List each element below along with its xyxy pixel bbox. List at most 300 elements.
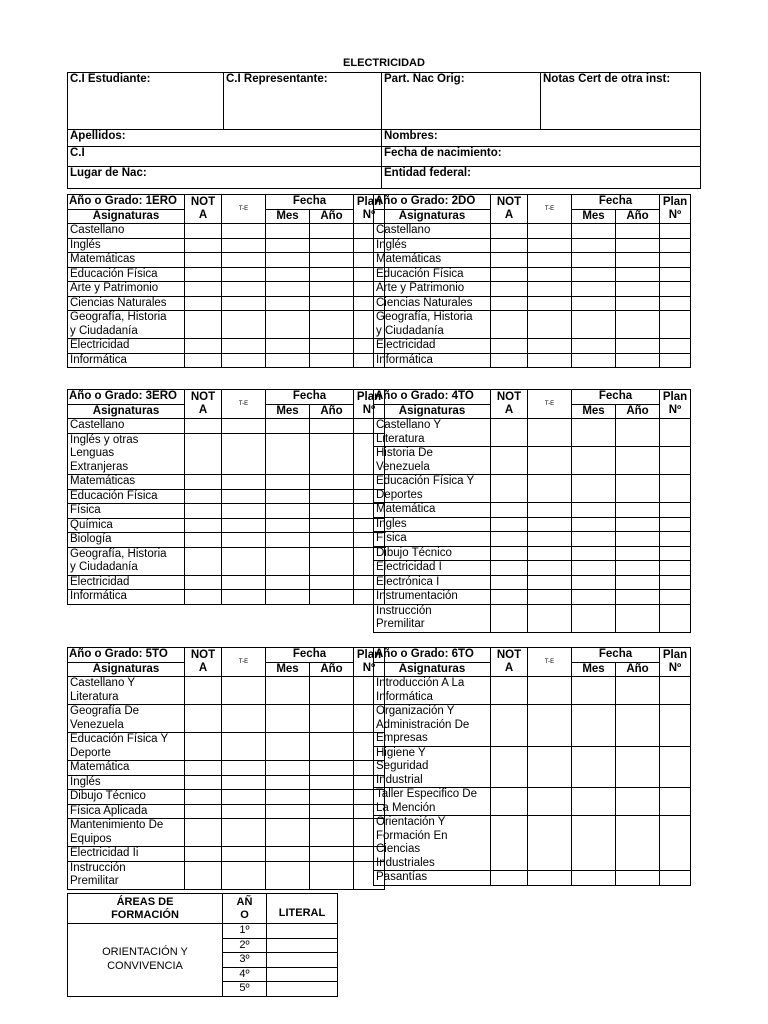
mes-input[interactable]	[572, 253, 615, 264]
ano-cell[interactable]	[616, 788, 660, 816]
te-input[interactable]	[222, 268, 265, 279]
ano-input[interactable]	[616, 518, 659, 529]
ano-input[interactable]	[616, 705, 659, 716]
mes-cell[interactable]	[572, 296, 616, 311]
nota-cell[interactable]	[491, 517, 528, 532]
plan-cell[interactable]	[660, 296, 691, 311]
ano-input[interactable]	[310, 576, 353, 587]
nota-cell[interactable]	[491, 503, 528, 518]
ano-input[interactable]	[616, 224, 659, 235]
mes-input[interactable]	[266, 548, 309, 559]
nota-cell[interactable]	[491, 788, 528, 816]
mes-cell[interactable]	[572, 267, 616, 282]
nota-input[interactable]	[185, 677, 221, 688]
ano-cell[interactable]	[310, 733, 354, 761]
ano-cell[interactable]	[310, 353, 354, 368]
te-input[interactable]	[222, 253, 265, 264]
plan-input[interactable]	[660, 677, 690, 688]
nota-input[interactable]	[491, 518, 527, 529]
literal-cell-1[interactable]	[267, 924, 338, 939]
ano-cell[interactable]	[616, 575, 660, 590]
ano-input[interactable]	[616, 447, 659, 458]
mes-input[interactable]	[572, 532, 615, 543]
ano-input[interactable]	[616, 419, 659, 430]
plan-input[interactable]	[660, 532, 690, 543]
nota-cell[interactable]	[185, 677, 222, 705]
mes-cell[interactable]	[572, 503, 616, 518]
ano-input[interactable]	[310, 475, 353, 486]
nota-cell[interactable]	[491, 296, 528, 311]
te-input[interactable]	[222, 419, 265, 430]
mes-input[interactable]	[572, 268, 615, 279]
nota-input[interactable]	[491, 576, 527, 587]
ano-input[interactable]	[616, 561, 659, 572]
ano-input[interactable]	[310, 239, 353, 250]
mes-cell[interactable]	[572, 475, 616, 503]
te-input[interactable]	[222, 761, 265, 772]
nota-cell[interactable]	[491, 871, 528, 886]
te-cell[interactable]	[222, 433, 266, 475]
mes-cell[interactable]	[572, 253, 616, 268]
nota-cell[interactable]	[185, 504, 222, 519]
plan-input[interactable]	[660, 590, 690, 601]
plan-cell[interactable]	[660, 517, 691, 532]
literal-input-2[interactable]	[267, 940, 337, 951]
ano-cell[interactable]	[310, 224, 354, 239]
te-cell[interactable]	[222, 267, 266, 282]
ano-cell[interactable]	[310, 590, 354, 605]
te-cell[interactable]	[222, 861, 266, 889]
te-input[interactable]	[222, 490, 265, 501]
te-cell[interactable]	[222, 238, 266, 253]
nota-cell[interactable]	[185, 489, 222, 504]
mes-input[interactable]	[266, 268, 309, 279]
te-cell[interactable]	[528, 282, 572, 297]
ano-input[interactable]	[310, 862, 353, 873]
te-input[interactable]	[528, 518, 571, 529]
te-cell[interactable]	[528, 238, 572, 253]
mes-input[interactable]	[572, 705, 615, 716]
ano-input[interactable]	[310, 819, 353, 830]
te-input[interactable]	[528, 788, 571, 799]
ano-cell[interactable]	[310, 311, 354, 339]
mes-input[interactable]	[266, 297, 309, 308]
mes-input[interactable]	[572, 282, 615, 293]
nota-cell[interactable]	[185, 547, 222, 575]
entidad-federal-field[interactable]: Entidad federal:	[382, 167, 701, 189]
te-cell[interactable]	[222, 847, 266, 862]
ano-cell[interactable]	[310, 547, 354, 575]
ano-input[interactable]	[616, 253, 659, 264]
ano-input[interactable]	[310, 354, 353, 365]
te-input[interactable]	[528, 705, 571, 716]
plan-cell[interactable]	[660, 475, 691, 503]
ano-input[interactable]	[310, 297, 353, 308]
nota-input[interactable]	[491, 419, 527, 430]
nota-cell[interactable]	[185, 790, 222, 805]
te-cell[interactable]	[528, 253, 572, 268]
mes-input[interactable]	[266, 805, 309, 816]
plan-input[interactable]	[660, 816, 690, 827]
mes-input[interactable]	[572, 297, 615, 308]
nota-input[interactable]	[185, 548, 221, 559]
te-cell[interactable]	[528, 705, 572, 747]
ano-cell[interactable]	[310, 475, 354, 490]
literal-cell-5[interactable]	[267, 982, 338, 997]
te-cell[interactable]	[222, 504, 266, 519]
nota-input[interactable]	[491, 224, 527, 235]
literal-cell-2[interactable]	[267, 938, 338, 953]
nota-input[interactable]	[185, 862, 221, 873]
plan-input[interactable]	[660, 788, 690, 799]
mes-input[interactable]	[266, 339, 309, 350]
nota-input[interactable]	[185, 490, 221, 501]
nombres-field[interactable]: Nombres:	[382, 130, 701, 147]
nota-cell[interactable]	[491, 546, 528, 561]
plan-input[interactable]	[660, 605, 690, 616]
ano-cell[interactable]	[310, 761, 354, 776]
mes-input[interactable]	[266, 576, 309, 587]
plan-input[interactable]	[660, 282, 690, 293]
te-input[interactable]	[222, 311, 265, 322]
mes-input[interactable]	[266, 819, 309, 830]
nota-cell[interactable]	[491, 816, 528, 871]
plan-cell[interactable]	[660, 503, 691, 518]
mes-cell[interactable]	[572, 705, 616, 747]
mes-input[interactable]	[266, 847, 309, 858]
mes-input[interactable]	[572, 576, 615, 587]
nota-cell[interactable]	[185, 253, 222, 268]
ano-input[interactable]	[310, 533, 353, 544]
ano-cell[interactable]	[616, 311, 660, 339]
ano-input[interactable]	[616, 871, 659, 882]
plan-input[interactable]	[660, 339, 690, 350]
nota-input[interactable]	[185, 239, 221, 250]
nota-cell[interactable]	[491, 575, 528, 590]
literal-cell-3[interactable]	[267, 953, 338, 968]
mes-cell[interactable]	[572, 517, 616, 532]
mes-cell[interactable]	[572, 224, 616, 239]
nota-input[interactable]	[185, 847, 221, 858]
ano-input[interactable]	[310, 311, 353, 322]
te-cell[interactable]	[528, 575, 572, 590]
mes-input[interactable]	[572, 419, 615, 430]
nota-input[interactable]	[491, 239, 527, 250]
nota-cell[interactable]	[491, 267, 528, 282]
plan-cell[interactable]	[660, 253, 691, 268]
te-cell[interactable]	[528, 339, 572, 354]
literal-input-5[interactable]	[267, 983, 337, 994]
mes-input[interactable]	[572, 475, 615, 486]
mes-cell[interactable]	[266, 475, 310, 490]
te-cell[interactable]	[222, 533, 266, 548]
mes-input[interactable]	[266, 490, 309, 501]
nota-cell[interactable]	[491, 705, 528, 747]
ano-cell[interactable]	[310, 433, 354, 475]
mes-cell[interactable]	[572, 604, 616, 632]
mes-input[interactable]	[572, 354, 615, 365]
nota-input[interactable]	[491, 747, 527, 758]
te-input[interactable]	[528, 339, 571, 350]
nota-cell[interactable]	[491, 746, 528, 788]
mes-cell[interactable]	[266, 282, 310, 297]
te-cell[interactable]	[528, 604, 572, 632]
mes-cell[interactable]	[266, 575, 310, 590]
nota-cell[interactable]	[185, 518, 222, 533]
mes-cell[interactable]	[266, 761, 310, 776]
ano-input[interactable]	[616, 788, 659, 799]
ano-cell[interactable]	[310, 677, 354, 705]
plan-cell[interactable]	[660, 282, 691, 297]
nota-cell[interactable]	[185, 761, 222, 776]
mes-cell[interactable]	[266, 518, 310, 533]
nota-input[interactable]	[185, 533, 221, 544]
plan-cell[interactable]	[660, 238, 691, 253]
nota-cell[interactable]	[185, 733, 222, 761]
nota-input[interactable]	[185, 224, 221, 235]
mes-input[interactable]	[266, 475, 309, 486]
ano-cell[interactable]	[310, 861, 354, 889]
ano-input[interactable]	[310, 761, 353, 772]
te-input[interactable]	[528, 253, 571, 264]
ano-input[interactable]	[616, 339, 659, 350]
ano-input[interactable]	[310, 224, 353, 235]
mes-input[interactable]	[266, 519, 309, 530]
te-cell[interactable]	[528, 816, 572, 871]
nota-cell[interactable]	[491, 604, 528, 632]
ano-input[interactable]	[616, 268, 659, 279]
ano-cell[interactable]	[310, 705, 354, 733]
te-input[interactable]	[528, 871, 571, 882]
te-input[interactable]	[222, 297, 265, 308]
ano-input[interactable]	[616, 605, 659, 616]
ano-input[interactable]	[616, 547, 659, 558]
mes-input[interactable]	[572, 503, 615, 514]
te-input[interactable]	[222, 224, 265, 235]
mes-cell[interactable]	[572, 590, 616, 605]
nota-input[interactable]	[491, 253, 527, 264]
ano-cell[interactable]	[310, 267, 354, 282]
nota-input[interactable]	[491, 311, 527, 322]
te-cell[interactable]	[222, 339, 266, 354]
mes-cell[interactable]	[266, 847, 310, 862]
ano-cell[interactable]	[616, 253, 660, 268]
ano-input[interactable]	[616, 354, 659, 365]
plan-input[interactable]	[660, 447, 690, 458]
nota-input[interactable]	[491, 268, 527, 279]
plan-input[interactable]	[660, 561, 690, 572]
mes-cell[interactable]	[266, 489, 310, 504]
nota-cell[interactable]	[491, 475, 528, 503]
plan-cell[interactable]	[660, 546, 691, 561]
nota-cell[interactable]	[185, 847, 222, 862]
mes-input[interactable]	[266, 776, 309, 787]
te-input[interactable]	[528, 419, 571, 430]
ano-cell[interactable]	[310, 282, 354, 297]
te-cell[interactable]	[222, 677, 266, 705]
mes-cell[interactable]	[266, 533, 310, 548]
mes-input[interactable]	[572, 518, 615, 529]
te-cell[interactable]	[528, 503, 572, 518]
nota-cell[interactable]	[185, 475, 222, 490]
te-cell[interactable]	[528, 871, 572, 886]
mes-cell[interactable]	[572, 447, 616, 475]
te-cell[interactable]	[528, 475, 572, 503]
te-input[interactable]	[222, 847, 265, 858]
nota-input[interactable]	[491, 547, 527, 558]
plan-cell[interactable]	[660, 746, 691, 788]
plan-input[interactable]	[660, 311, 690, 322]
apellidos-field[interactable]: Apellidos:	[68, 130, 382, 147]
ano-cell[interactable]	[310, 504, 354, 519]
ano-cell[interactable]	[616, 705, 660, 747]
nota-input[interactable]	[185, 339, 221, 350]
te-cell[interactable]	[222, 705, 266, 733]
nota-cell[interactable]	[185, 238, 222, 253]
plan-input[interactable]	[660, 268, 690, 279]
plan-input[interactable]	[660, 705, 690, 716]
nota-input[interactable]	[491, 788, 527, 799]
mes-cell[interactable]	[266, 419, 310, 434]
mes-cell[interactable]	[266, 733, 310, 761]
te-cell[interactable]	[528, 561, 572, 576]
ano-input[interactable]	[616, 747, 659, 758]
te-cell[interactable]	[222, 419, 266, 434]
literal-input-3[interactable]	[267, 954, 337, 965]
nota-cell[interactable]	[185, 861, 222, 889]
nota-input[interactable]	[185, 434, 221, 445]
nota-input[interactable]	[491, 590, 527, 601]
mes-cell[interactable]	[572, 575, 616, 590]
te-cell[interactable]	[222, 761, 266, 776]
nota-input[interactable]	[491, 447, 527, 458]
plan-input[interactable]	[660, 547, 690, 558]
plan-input[interactable]	[660, 576, 690, 587]
nota-input[interactable]	[185, 504, 221, 515]
fecha-nacimiento-field[interactable]: Fecha de nacimiento:	[382, 147, 701, 167]
ano-cell[interactable]	[310, 575, 354, 590]
nota-input[interactable]	[491, 605, 527, 616]
nota-cell[interactable]	[491, 282, 528, 297]
nota-input[interactable]	[491, 561, 527, 572]
te-input[interactable]	[222, 282, 265, 293]
mes-input[interactable]	[266, 733, 309, 744]
plan-input[interactable]	[660, 297, 690, 308]
ci-field[interactable]: C.I	[68, 147, 382, 167]
te-input[interactable]	[222, 533, 265, 544]
part-nac-orig-field[interactable]: Part. Nac Orig:	[382, 73, 541, 130]
nota-cell[interactable]	[491, 561, 528, 576]
ano-cell[interactable]	[616, 517, 660, 532]
mes-input[interactable]	[266, 239, 309, 250]
te-input[interactable]	[222, 434, 265, 445]
nota-input[interactable]	[185, 733, 221, 744]
ano-cell[interactable]	[616, 816, 660, 871]
plan-cell[interactable]	[660, 267, 691, 282]
plan-cell[interactable]	[660, 561, 691, 576]
te-cell[interactable]	[222, 733, 266, 761]
plan-cell[interactable]	[660, 353, 691, 368]
ano-input[interactable]	[310, 590, 353, 601]
te-input[interactable]	[222, 776, 265, 787]
plan-input[interactable]	[660, 239, 690, 250]
ano-input[interactable]	[616, 816, 659, 827]
mes-input[interactable]	[572, 677, 615, 688]
mes-cell[interactable]	[266, 819, 310, 847]
ano-cell[interactable]	[616, 546, 660, 561]
te-input[interactable]	[528, 447, 571, 458]
mes-cell[interactable]	[572, 546, 616, 561]
plan-input[interactable]	[660, 871, 690, 882]
nota-input[interactable]	[185, 590, 221, 601]
te-cell[interactable]	[222, 489, 266, 504]
te-cell[interactable]	[528, 677, 572, 705]
ano-cell[interactable]	[310, 419, 354, 434]
te-cell[interactable]	[528, 590, 572, 605]
ano-input[interactable]	[616, 576, 659, 587]
mes-input[interactable]	[266, 224, 309, 235]
nota-input[interactable]	[185, 419, 221, 430]
nota-cell[interactable]	[185, 419, 222, 434]
mes-input[interactable]	[572, 224, 615, 235]
ano-cell[interactable]	[310, 533, 354, 548]
plan-cell[interactable]	[660, 604, 691, 632]
nota-input[interactable]	[185, 475, 221, 486]
nota-input[interactable]	[491, 532, 527, 543]
te-input[interactable]	[528, 503, 571, 514]
nota-input[interactable]	[185, 253, 221, 264]
te-cell[interactable]	[222, 475, 266, 490]
te-input[interactable]	[528, 282, 571, 293]
te-input[interactable]	[222, 519, 265, 530]
ano-cell[interactable]	[616, 267, 660, 282]
mes-cell[interactable]	[266, 590, 310, 605]
nota-cell[interactable]	[185, 224, 222, 239]
nota-cell[interactable]	[491, 339, 528, 354]
nota-cell[interactable]	[185, 705, 222, 733]
te-input[interactable]	[528, 475, 571, 486]
plan-input[interactable]	[660, 224, 690, 235]
te-cell[interactable]	[528, 267, 572, 282]
ano-input[interactable]	[616, 590, 659, 601]
mes-input[interactable]	[572, 788, 615, 799]
nota-cell[interactable]	[185, 775, 222, 790]
te-input[interactable]	[528, 747, 571, 758]
mes-cell[interactable]	[572, 282, 616, 297]
literal-input-4[interactable]	[267, 969, 337, 980]
mes-input[interactable]	[572, 590, 615, 601]
ano-input[interactable]	[616, 282, 659, 293]
te-cell[interactable]	[222, 282, 266, 297]
ano-cell[interactable]	[310, 489, 354, 504]
mes-cell[interactable]	[266, 238, 310, 253]
te-input[interactable]	[222, 790, 265, 801]
mes-input[interactable]	[572, 747, 615, 758]
ano-input[interactable]	[310, 504, 353, 515]
nota-cell[interactable]	[491, 447, 528, 475]
ano-cell[interactable]	[310, 775, 354, 790]
ano-input[interactable]	[310, 339, 353, 350]
nota-cell[interactable]	[491, 590, 528, 605]
nota-cell[interactable]	[491, 353, 528, 368]
nota-input[interactable]	[491, 871, 527, 882]
mes-input[interactable]	[572, 339, 615, 350]
te-cell[interactable]	[528, 532, 572, 547]
ano-input[interactable]	[616, 503, 659, 514]
mes-cell[interactable]	[572, 788, 616, 816]
mes-cell[interactable]	[266, 677, 310, 705]
mes-cell[interactable]	[266, 353, 310, 368]
